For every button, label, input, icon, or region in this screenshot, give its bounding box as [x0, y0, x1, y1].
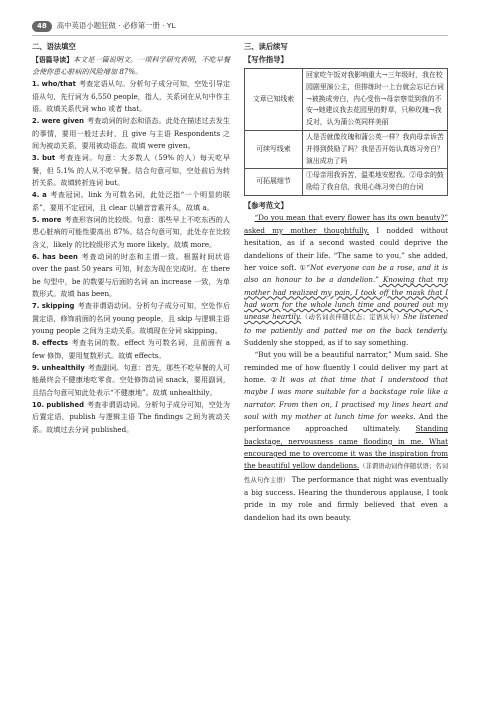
item-explanation: 考查名词的数。effect 为可数名词，且前面有 a few 修饰，要用复数形式。故填 effects。 [32, 338, 231, 360]
section-title-grammar: 二、语法填空 [32, 42, 76, 51]
item-number: 2. [32, 117, 40, 126]
essay-s2: I nodded without hesitation, as if a second wasted could deprive the dandelions of their life. “The same to you,” she added, her voice soft. ① [244, 225, 448, 272]
guide-row [245, 169, 448, 196]
item-explanation: 考查非谓语动词。分析句子成分可知，空处作后置定语，修饰前面的名词 young people，且 skip 与逻辑主语 young people 之间为主动关系。故填现在分词 skipping。 [32, 301, 230, 336]
guide-row-content: 人是否就像玫瑰和蒲公英一样？我向母亲诉苦并得到鼓励了吗？我是否开始认真练习旁白？演出成功了吗 [303, 130, 448, 168]
essay-s6: Suddenly she stopped, as if to say something. [244, 337, 409, 347]
item-answer: skipping [41, 302, 75, 311]
guide-text: 本文是一篇说明文。一项科学研究表明，不吃早餐会使你患心脏病的风险增加 87%。 [32, 54, 231, 76]
answer-item [32, 78, 230, 115]
item-answer: has been [42, 253, 78, 261]
guide-row-label: 可续写线索 [245, 130, 303, 168]
item-number: 1. [32, 80, 40, 89]
item-number: 3. [32, 154, 40, 163]
item-answer: but [42, 154, 56, 163]
item-explanation: 考查定语从句。分析句子成分可知，空处引导定语从句，先行词为 6,550 people，指人，关系词在从句中作主语。故填关系代词 who 或者 that。 [32, 79, 230, 113]
guide-row [245, 130, 448, 168]
item-number: 7. [32, 302, 40, 311]
item-number: 5. [32, 215, 40, 224]
essay-note-2: （非谓语动词作伴随状语；名词性从句作主语） [244, 463, 449, 484]
answer-item [32, 115, 230, 152]
item-number: 9. [32, 364, 40, 373]
guide-row [245, 69, 448, 131]
essay-paragraph-1 [244, 212, 448, 349]
guide-tag: 【语篇导读】 [32, 55, 74, 64]
essay-p2d: Standing backstage, nervousness came flooding in me. What encouraged me to overcome it was the inspiration from the beautiful yellow dandelions. [244, 424, 448, 471]
item-explanation: 考查连词。句意：大多数人（59% 的人）每天吃早餐，但 5.1% 的人从不吃早餐。结合句意可知，空处前后为转折关系。故填转折连词 but。 [32, 153, 230, 187]
left-column [32, 41, 230, 436]
item-answer: more [41, 215, 62, 224]
essay-paragraph-2 [244, 349, 448, 524]
essay-p2a: “But you will be a beautiful narrator,” Mum said. She reminded me of how fluently I could deliver my part at home. ② [244, 350, 448, 384]
answer-item [32, 362, 230, 399]
essay-s3: “Not everyone can be a rose, and it is also an honour to be a dandelion.” [244, 262, 448, 285]
essay-note-1: （动名词表伴随状态；定语从句） [301, 314, 404, 322]
item-number: 6. [32, 253, 40, 261]
answer-item [32, 214, 230, 251]
item-explanation: 考查动词的时态和语态。此处在描述过去发生的事情，要用一般过去时，且 give 与主语 Respondents 之间为被动关系，要用被动语态。故填 were given。 [32, 116, 230, 150]
header-divider [32, 35, 448, 36]
writing-guide-title: 【写作指导】 [244, 54, 288, 64]
item-explanation: 考查非谓语动词。分析句子成分可知，空处为后置定语，publish 与逻辑主语 The findings 之间为被动关系。故填过去分词 published。 [32, 400, 231, 434]
essay-s1: “Do you mean that every flower has its own beauty?” asked my mother thoughtfully. [244, 213, 448, 235]
answer-item [32, 300, 230, 337]
answer-item [32, 152, 230, 189]
item-explanation: 考查副词。句意：首先，那些不吃早餐的人可能最终会不健康地吃零食。空处修饰动词 snack，要用副词，且结合句意可知此处表示“不健康地”。故填 unhealthily。 [32, 363, 230, 397]
guide-row-content: 回家吃午饭对我影响重大→三年级时，我在校园剧里演公主，但排练时一上台就会忘记台词→被换成旁白，内心受伤→母亲察觉到我的不安→她建议我去花园里的野草，只种玫瑰→我反对，认为蒲公英同样美丽 [303, 69, 448, 131]
right-column [244, 41, 448, 524]
reference-essay-title: 【参考范文】 [244, 200, 288, 210]
essay-s4: Knowing that my mother had realized my pain, I took off the mask that I had worn for the whole lunch time and poured out my unease heartily. [244, 275, 448, 322]
item-explanation: 考查形容词的比较级。句意：那些早上不吃东西的人患心脏病的可能性要高出 87%。结合句意可知，此处存在比较含义，likely 的比较级形式为 more likely。故填 more。 [32, 214, 231, 249]
passage-guide [32, 54, 230, 79]
item-explanation: 考查动词的时态和主谓一致。根据时间状语 over the past 50 years 可知，时态为现在完成时。在 there be 句型中，be 的数要与后面的名词 an increase 一致，为单数形式。故填 has been。 [32, 252, 231, 299]
essay-p2b: It was at that time that I understood that maybe I was more suitable for a backstage role like a narrator. From then on, I practised my lines heart and soul with my mother at lunch time for weeks. [244, 374, 448, 421]
item-answer: were given [41, 117, 84, 126]
essay-s5: She listened to me patiently and patted me on the back tenderly. [244, 312, 448, 335]
item-number: 4. [32, 191, 40, 200]
essay-p2e: The performance that night was eventually a big success. Hearing the thunderous applause, I took pride in my role and firmly believed that even a dandelion had its own beauty. [244, 474, 449, 522]
item-explanation: 考查冠词。link 为可数名词，此处泛指“一个明显的联系”，要用不定冠词，且 clear 以辅音音素开头，故填 a。 [32, 190, 230, 212]
writing-guide-table [244, 68, 448, 196]
item-answer: unhealthily [41, 364, 85, 373]
book-title: 高中英语小题狂做 · 必修第一册 · YL [56, 20, 176, 30]
guide-row-content: ①母亲用我诉苦，温柔地安慰我。②母亲的鼓励给了我自信，我用心练习旁白的台词 [303, 169, 448, 196]
item-number: 8. [32, 339, 40, 348]
answer-item [32, 399, 230, 436]
item-answer: who/that [41, 80, 76, 89]
item-answer: published [46, 401, 84, 410]
guide-row-label: 可拓展细节 [245, 169, 303, 196]
answer-item [32, 189, 230, 214]
answer-list [32, 78, 230, 436]
item-answer: a [42, 191, 47, 200]
essay-p2c: And the performance approached ultimately. [244, 411, 448, 434]
item-answer: effects [42, 339, 69, 348]
section-title-writing: 三、读后续写 [244, 42, 288, 51]
page-header [32, 19, 176, 33]
answer-item [32, 251, 230, 300]
guide-row-label: 文章已知线索 [245, 69, 303, 131]
page-number: 48 [32, 21, 52, 32]
answer-item [32, 337, 230, 362]
item-number: 10. [32, 401, 45, 410]
